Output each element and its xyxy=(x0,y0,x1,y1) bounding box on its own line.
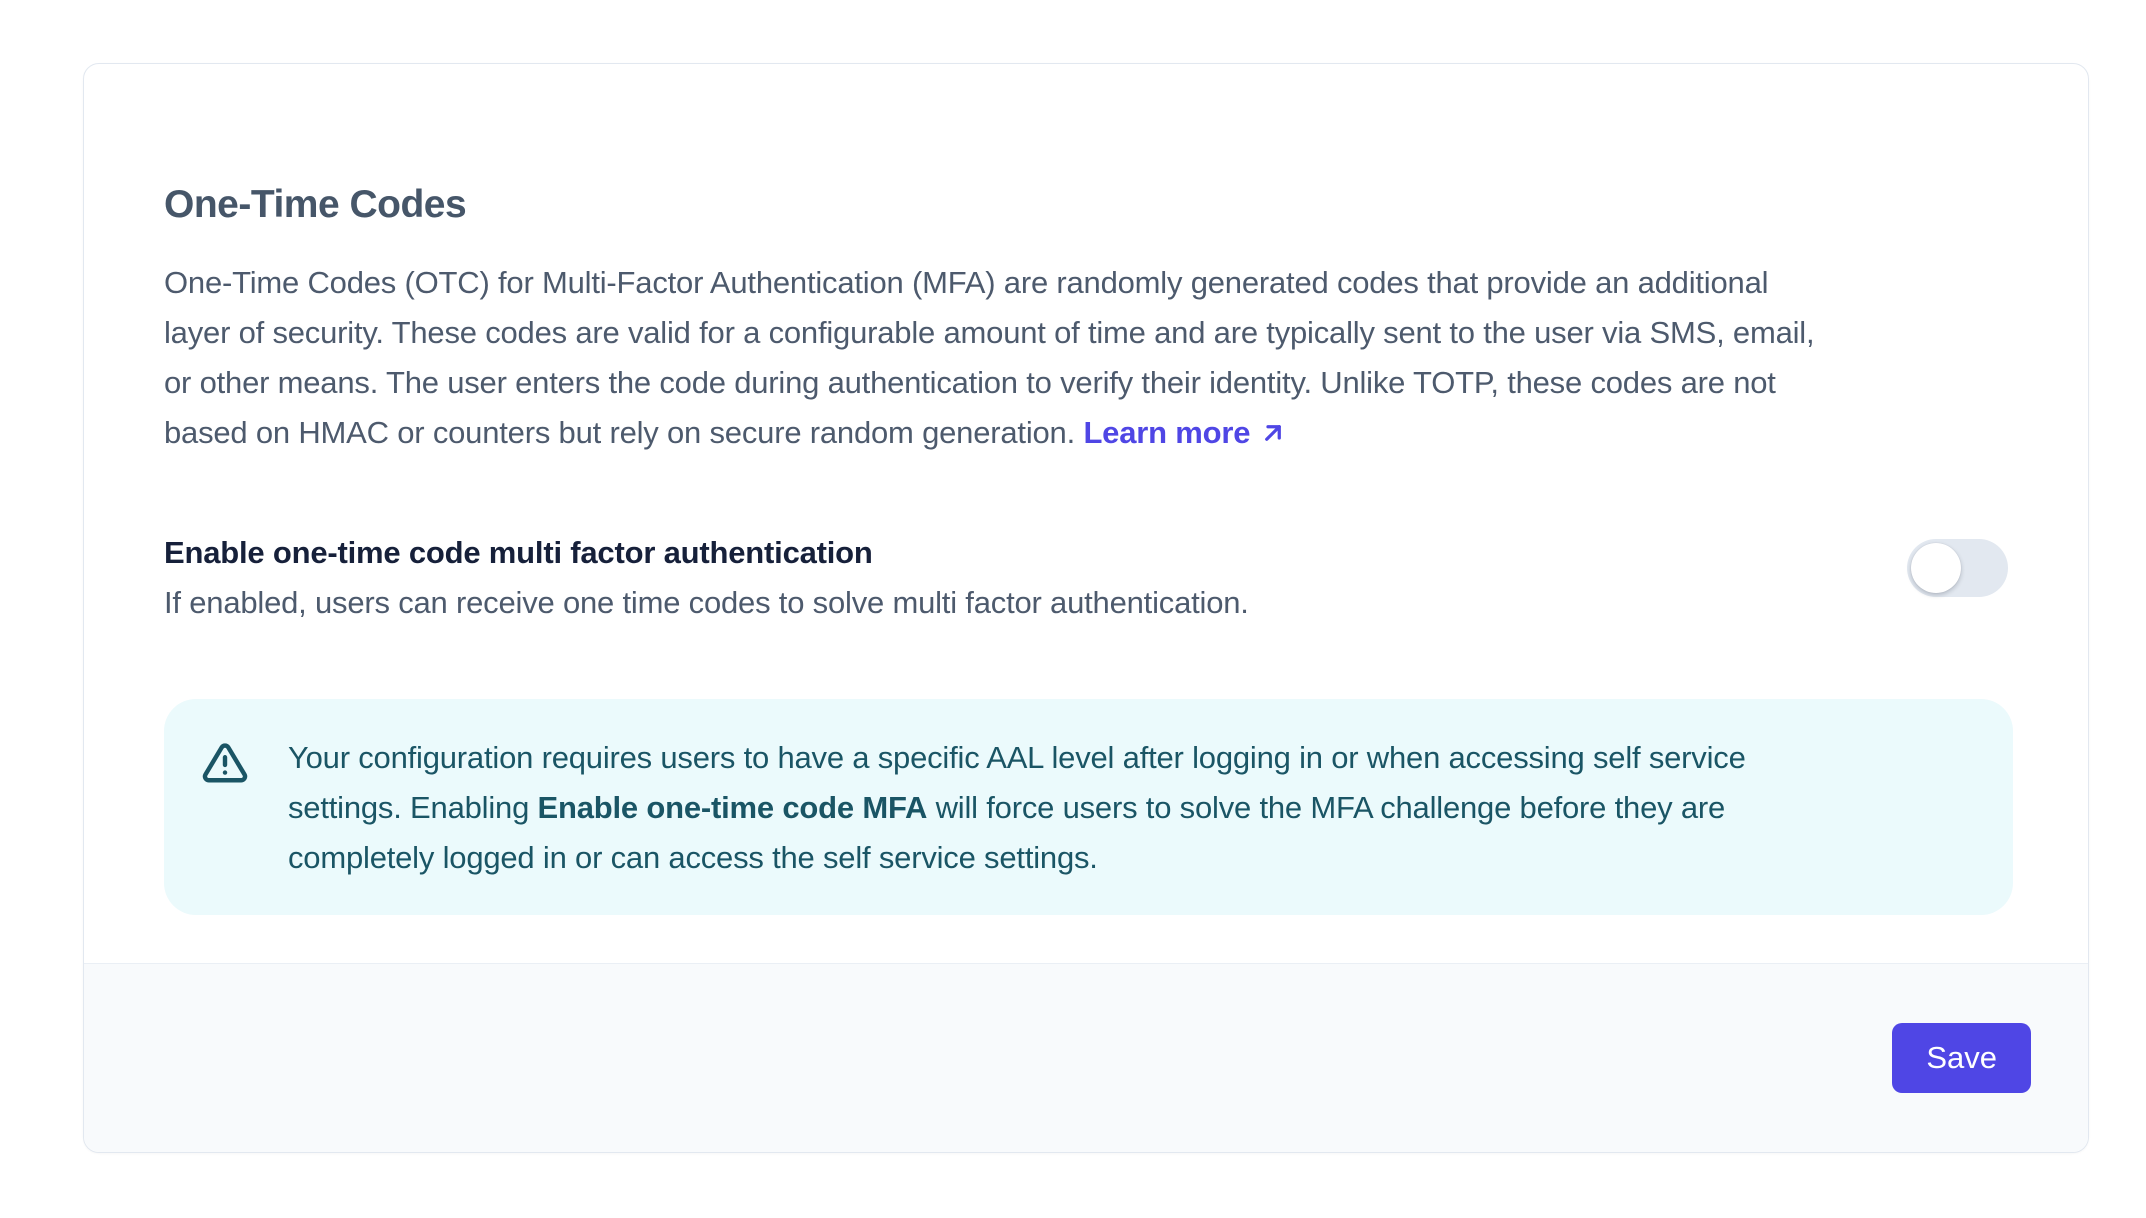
aal-warning-banner xyxy=(164,699,2013,915)
otc-setting-row xyxy=(164,528,2012,628)
learn-more-link[interactable] xyxy=(1083,408,1288,458)
warning-line-bold-segment: Enable one-time code MFA xyxy=(537,790,928,826)
arrow-up-right-icon xyxy=(1258,418,1288,448)
warning-line-segment: settings. Enabling xyxy=(288,790,538,826)
card-footer xyxy=(84,963,2088,1152)
toggle-knob xyxy=(1911,543,1961,593)
card-body xyxy=(84,64,2088,963)
warning-line xyxy=(288,783,1746,833)
warning-text xyxy=(288,733,1746,883)
warning-line-segment: will force users to solve the MFA challenge before they are xyxy=(927,790,1726,826)
one-time-codes-card xyxy=(83,63,2089,1153)
warning-line: Your configuration requires users to have a specific AAL level after logging in or when accessing self service xyxy=(288,740,1746,776)
otc-toggle-switch[interactable] xyxy=(1907,539,2008,597)
description-line: layer of security. These codes are valid for a configurable amount of time and are typically sent to the user via SMS, email, xyxy=(164,315,1815,351)
page-title: One-Time Codes xyxy=(164,183,467,227)
description-line: One-Time Codes (OTC) for Multi-Factor Authentication (MFA) are randomly generated codes that provide an additional xyxy=(164,265,1769,301)
save-button[interactable]: Save xyxy=(1892,1023,2031,1093)
otc-setting-label: Enable one-time code multi factor authentication xyxy=(164,535,873,571)
description-line-last xyxy=(164,408,2012,458)
description-line-text: based on HMAC or counters but rely on secure random generation. xyxy=(164,415,1076,451)
description-line: or other means. The user enters the code during authentication to verify their identity. Unlike TOTP, these codes are not xyxy=(164,365,1776,401)
warning-line: completely logged in or can access the self service settings. xyxy=(288,840,1098,876)
otc-setting-help: If enabled, users can receive one time codes to solve multi factor authentication. xyxy=(164,585,1249,621)
otc-setting-texts xyxy=(164,528,1249,628)
learn-more-label: Learn more xyxy=(1083,415,1251,451)
description-paragraph xyxy=(164,258,2012,458)
warning-triangle-icon xyxy=(202,740,248,791)
